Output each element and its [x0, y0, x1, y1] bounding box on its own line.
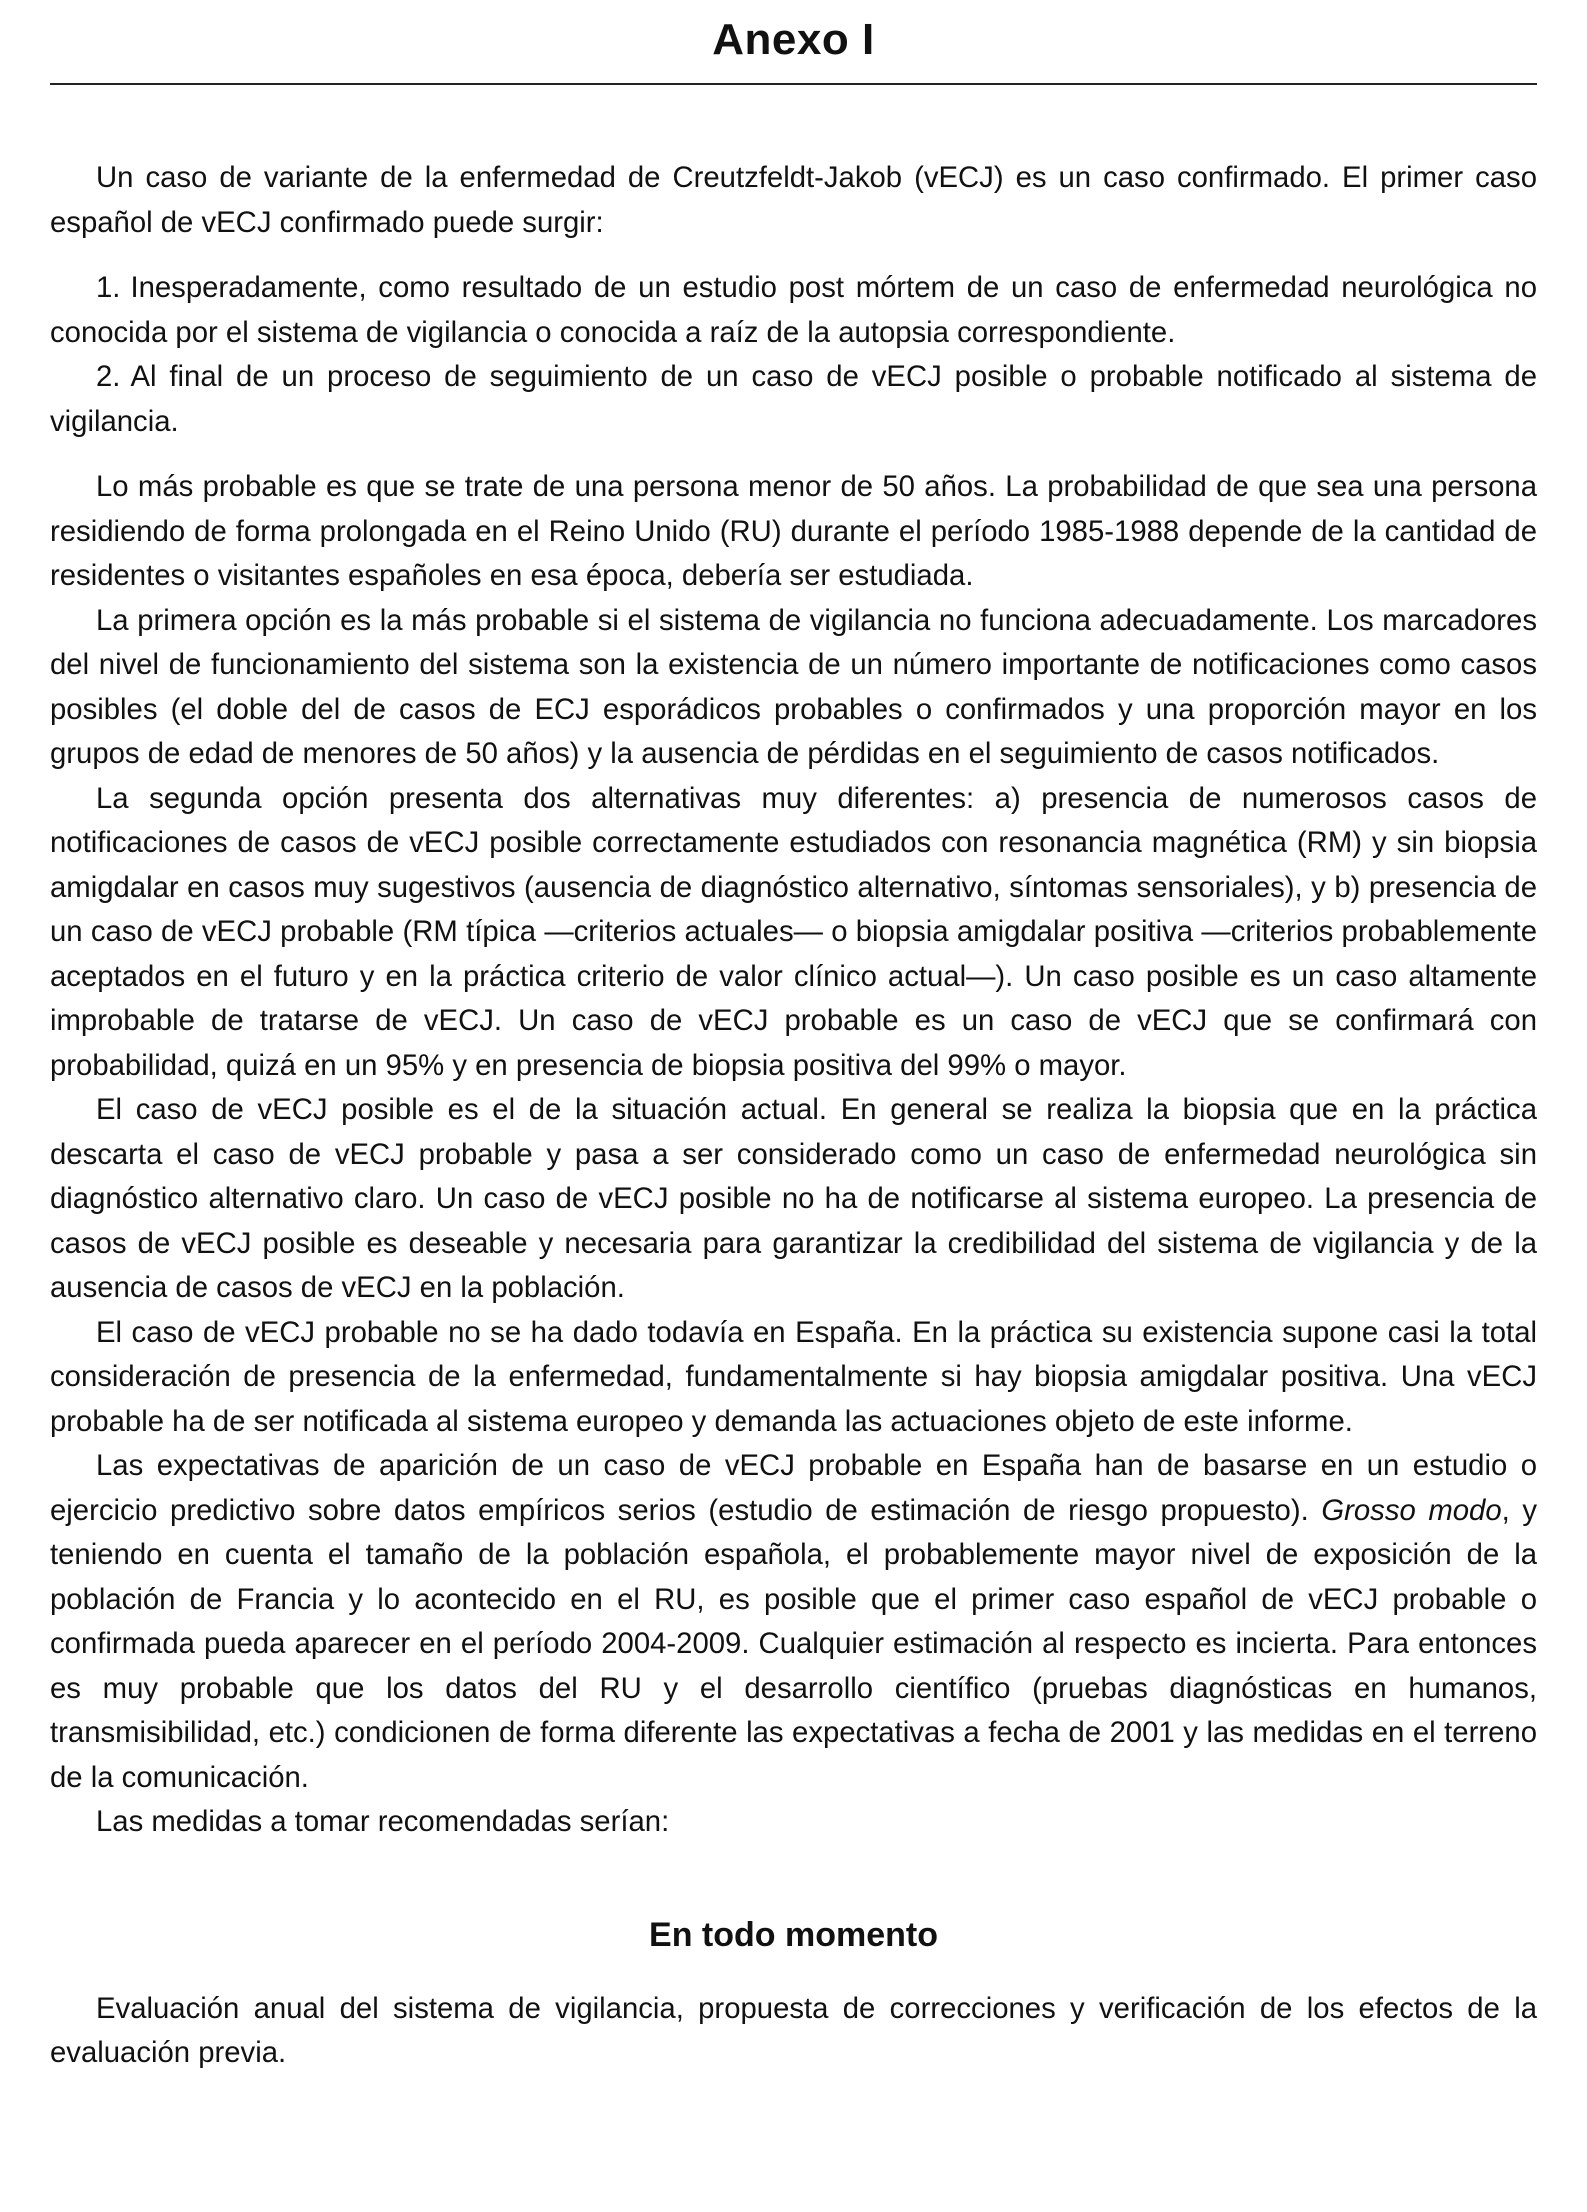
list-item-number: 1. [96, 271, 121, 304]
paragraph-1: Lo más probable es que se trate de una persona menor de 50 años. La probabilidad de que sea una persona residiendo de forma prolongada en el Reino Unido (RU) durante el período 1985-1988 depende de la cantidad de residentes o visitantes españoles en esa época, debería ser estudiada. [50, 470, 1537, 592]
title-divider [50, 83, 1537, 85]
document-body [50, 156, 1537, 2076]
numbered-list [50, 266, 1537, 444]
list-item [50, 266, 1537, 355]
list-item-text: Al final de un proceso de seguimiento de un caso de vECJ posible o probable notificado al sistema de vigilancia. [50, 360, 1537, 438]
latin-phrase: Grosso modo [1321, 1493, 1502, 1527]
intro-paragraph: Un caso de variante de la enfermedad de Creutzfeldt-Jakob (vECJ) es un caso confirmado. El primer caso español de vECJ confirmado puede surgir: [50, 161, 1537, 239]
page-title: Anexo I [712, 15, 875, 64]
paragraph-7: Las medidas a tomar recomendadas serían: [96, 1805, 670, 1838]
paragraph-2: La primera opción es la más probable si el sistema de vigilancia no funciona adecuadamente. Los marcadores del nivel de funcionamiento del sistema son la existencia de un número importante de notificaciones como casos posibles (el doble del de casos de ECJ esporádicos probables o confirmados y una proporción mayor en los grupos de edad de menores de 50 años) y la ausencia de pérdidas en el seguimiento de casos notificados. [50, 603, 1537, 770]
paragraph-4: El caso de vECJ posible es el de la situación actual. En general se realiza la biopsia que en la práctica descarta el caso de vECJ probable y pasa a ser considerado como un caso de enfermedad neurológica sin diagnóstico alternativo claro. Un caso de vECJ posible no ha de notificarse al sistema europeo. La presencia de casos de vECJ posible es deseable y necesaria para garantizar la credibilidad del sistema de vigilancia y de la ausencia de casos de vECJ en la población. [50, 1093, 1537, 1304]
list-item-number: 2. [96, 360, 121, 393]
document-page [50, 0, 1537, 2076]
paragraph-5: El caso de vECJ probable no se ha dado todavía en España. En la práctica su existencia supone casi la total consideración de presencia de la enfermedad, fundamentalmente si hay biopsia amigdalar positiva. Una vECJ probable ha de ser notificada al sistema europeo y demanda las actuaciones objeto de este informe. [50, 1315, 1537, 1438]
section-heading: En todo momento [649, 1915, 938, 1954]
section-paragraph: Evaluación anual del sistema de vigilancia, propuesta de correcciones y verificación de los efectos de la evaluación previa. [50, 1991, 1537, 2069]
list-item [50, 355, 1537, 444]
paragraph-6-start: Las expectativas de aparición de un caso de vECJ probable en España han de basarse en un estudio o ejercicio predictivo sobre datos empíricos serios (estudio de estimación de riesgo propuesto). [50, 1449, 1537, 1527]
paragraph-3: La segunda opción presenta dos alternativas muy diferentes: a) presencia de numerosos casos de notificaciones de casos de vECJ posible correctamente estudiados con resonancia magnética (RM) y sin biopsia amigdalar en casos muy sugestivos (ausencia de diagnóstico alternativo, síntomas sensoriales), y b) presencia de un caso de vECJ probable (RM típica —criterios actuales— o biopsia amigdalar positiva —criterios probablemente aceptados en el futuro y en la práctica criterio de valor clínico actual—). Un caso posible es un caso altamente improbable de tratarse de vECJ. Un caso de vECJ probable es un caso de vECJ que se confirmará con probabilidad, quizá en un 95% y en presencia de biopsia positiva del 99% o mayor. [50, 781, 1537, 1082]
list-item-text: Inesperadamente, como resultado de un estudio post mórtem de un caso de enfermedad neurológica no conocida por el sistema de vigilancia o conocida a raíz de la autopsia correspondiente. [50, 271, 1537, 349]
paragraph-6-end: , y teniendo en cuenta el tamaño de la población española, el probablemente mayor nivel de exposición de la población de Francia y lo acontecido en el RU, es posible que el primer caso español de vECJ probable o confirmada pueda aparecer en el período 2004-2009. Cualquier estimación al respecto es incierta. Para entonces es muy probable que los datos del RU y el desarrollo científico (pruebas diagnósticas en humanos, transmisibilidad, etc.) condicionen de forma diferente las expectativas a fecha de 2001 y las medidas en el terreno de la comunicación. [50, 1493, 1537, 1794]
paragraph-6 [50, 1444, 1537, 1800]
